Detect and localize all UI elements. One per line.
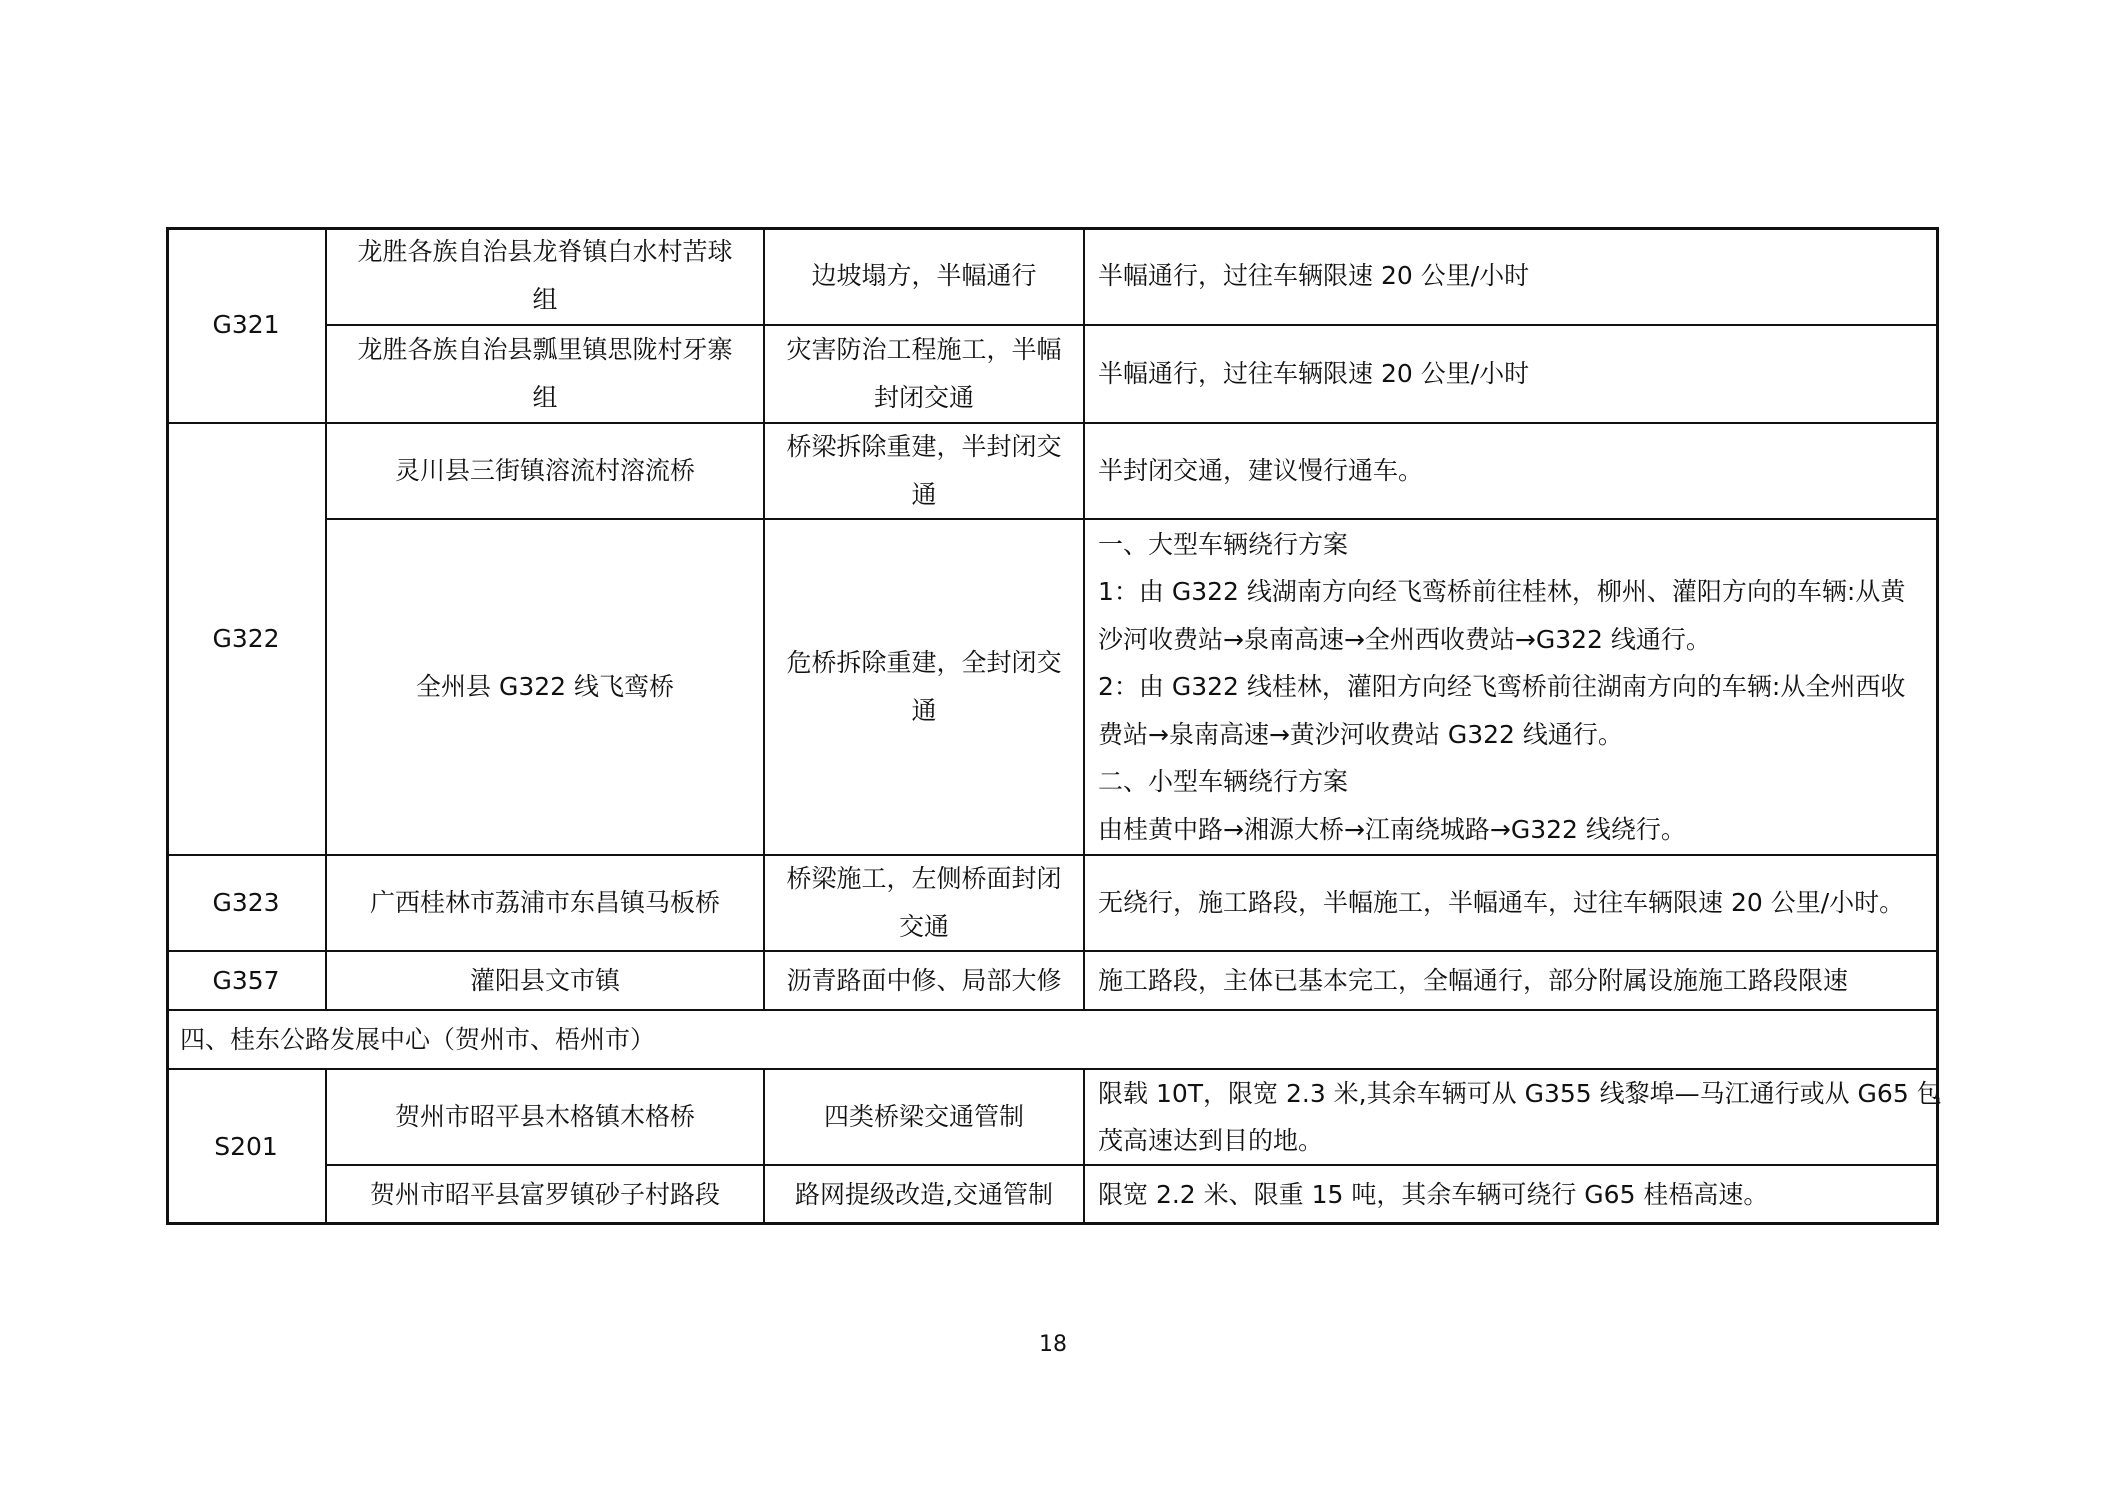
location-line: 组 xyxy=(532,383,558,412)
reason-cell xyxy=(764,519,1084,855)
location-line: 组 xyxy=(532,285,558,314)
location-line: 龙胜各族自治县龙脊镇白水村苦球 xyxy=(357,237,733,266)
measure-line: 限载 10T，限宽 2.3 米,其余车辆可从 G355 线黎埠—马江通行或从 G65 包 xyxy=(1098,1078,1942,1108)
measure-cell xyxy=(1084,1165,1939,1225)
reason-line: 桥梁拆除重建，半封闭交 xyxy=(786,432,1062,461)
measure-text: 施工路段，主体已基本完工，全幅通行，部分附属设施施工路段限速 xyxy=(1098,965,1849,995)
measure-cell xyxy=(1084,855,1939,951)
measure-cell xyxy=(1084,227,1939,325)
measure-cell xyxy=(1084,423,1939,519)
detour-line: 沙河收费站→泉南高速→全州西收费站→G322 线通行。 xyxy=(1098,624,1711,654)
route-code: G323 xyxy=(212,888,280,917)
reason-line: 灾害防治工程施工，半幅 xyxy=(786,335,1062,364)
measure-cell xyxy=(1084,1069,1942,1165)
measure-line: 茂高速达到目的地。 xyxy=(1098,1126,1324,1155)
location-cell xyxy=(326,325,764,423)
location-cell xyxy=(326,423,764,519)
location-text: 全州县 G322 线飞鸾桥 xyxy=(416,672,674,701)
reason-text: 路网提级改造,交通管制 xyxy=(795,1180,1053,1209)
reason-line: 交通 xyxy=(898,912,949,941)
location-cell xyxy=(326,519,764,855)
route-cell-g323 xyxy=(166,855,326,951)
route-code: G322 xyxy=(212,624,280,653)
detour-line: 2：由 G322 线桂林，灌阳方向经飞鸾桥前往湖南方向的车辆:从全州西收 xyxy=(1098,672,1906,702)
measure-text: 半幅通行，过往车辆限速 20 公里/小时 xyxy=(1098,359,1530,388)
detour-line: 由桂黄中路→湘源大桥→江南绕城路→G322 线绕行。 xyxy=(1098,814,1686,844)
reason-cell xyxy=(764,423,1084,519)
route-cell-g322 xyxy=(166,423,326,855)
detour-heading-large: 一、大型车辆绕行方案 xyxy=(1098,529,1349,559)
location-text: 灵川县三街镇溶流村溶流桥 xyxy=(394,456,695,485)
section-header xyxy=(166,1010,1939,1069)
location-text: 贺州市昭平县木格镇木格桥 xyxy=(394,1102,695,1131)
location-cell xyxy=(326,227,764,325)
location-cell xyxy=(326,951,764,1010)
route-cell-g321 xyxy=(166,227,326,423)
route-code: G357 xyxy=(212,965,280,995)
route-code: G321 xyxy=(212,310,280,339)
reason-line: 通 xyxy=(911,480,937,509)
location-cell xyxy=(326,1069,764,1165)
measure-text: 限宽 2.2 米、限重 15 吨，其余车辆可绕行 G65 桂梧高速。 xyxy=(1098,1180,1769,1209)
reason-cell xyxy=(764,325,1084,423)
reason-line: 危桥拆除重建，全封闭交 xyxy=(786,648,1062,677)
detour-plan-cell xyxy=(1084,519,1939,855)
reason-line: 封闭交通 xyxy=(873,383,974,412)
location-line: 龙胜各族自治县瓢里镇思陇村牙寨 xyxy=(357,335,733,364)
detour-heading-small: 二、小型车辆绕行方案 xyxy=(1098,767,1349,797)
section-title: 四、桂东公路发展中心（贺州市、梧州市） xyxy=(180,1024,656,1054)
detour-line: 1：由 G322 线湖南方向经飞鸾桥前往桂林，柳州、灌阳方向的车辆:从黄 xyxy=(1098,577,1906,607)
reason-line: 桥梁施工，左侧桥面封闭 xyxy=(786,864,1062,893)
route-cell-s201 xyxy=(166,1069,326,1225)
reason-text: 四类桥梁交通管制 xyxy=(823,1102,1024,1131)
route-cell-g357 xyxy=(166,951,326,1010)
reason-cell xyxy=(764,1165,1084,1225)
location-text: 广西桂林市荔浦市东昌镇马板桥 xyxy=(369,888,720,917)
reason-line: 通 xyxy=(911,696,937,725)
reason-cell xyxy=(764,227,1084,325)
reason-cell xyxy=(764,855,1084,951)
location-cell xyxy=(326,855,764,951)
reason-text: 沥青路面中修、局部大修 xyxy=(786,965,1062,995)
measure-text: 半封闭交通，建议慢行通车。 xyxy=(1098,456,1424,485)
page-number: 18 xyxy=(1039,1332,1067,1357)
measure-text: 半幅通行，过往车辆限速 20 公里/小时 xyxy=(1098,261,1530,290)
measure-cell xyxy=(1084,951,1939,1010)
detour-line: 费站→泉南高速→黄沙河收费站 G322 线通行。 xyxy=(1098,719,1623,749)
measure-text: 无绕行，施工路段，半幅施工，半幅通车，过往车辆限速 20 公里/小时。 xyxy=(1098,888,1905,917)
reason-cell xyxy=(764,951,1084,1010)
location-text: 灌阳县文市镇 xyxy=(469,965,620,995)
location-text: 贺州市昭平县富罗镇砂子村路段 xyxy=(369,1180,720,1209)
location-cell xyxy=(326,1165,764,1225)
reason-text: 边坡塌方，半幅通行 xyxy=(811,261,1037,290)
route-code: S201 xyxy=(214,1132,278,1161)
reason-cell xyxy=(764,1069,1084,1165)
measure-cell xyxy=(1084,325,1939,423)
